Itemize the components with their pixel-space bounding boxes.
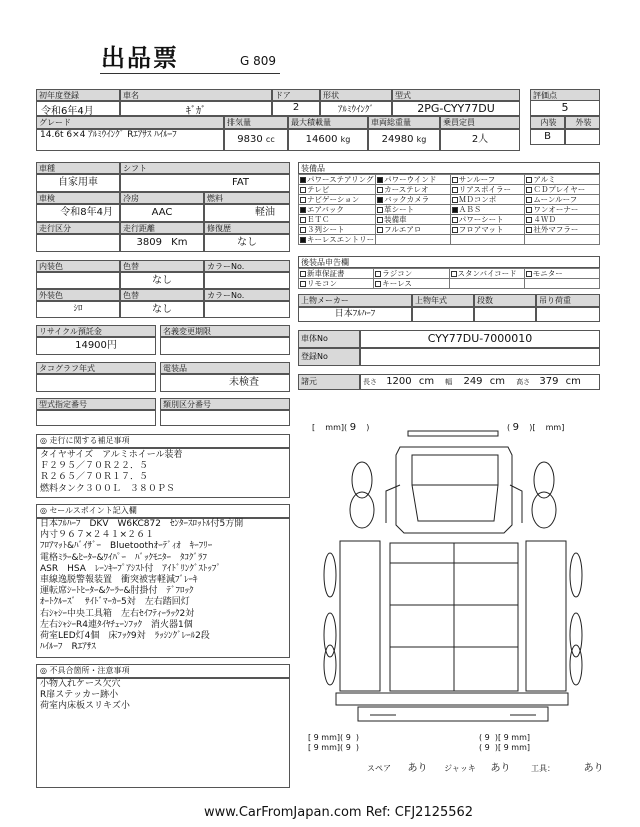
- mileage-box: [120, 234, 204, 252]
- equipment-row: [299, 235, 600, 245]
- equipment-item: [376, 175, 451, 185]
- page-title: 出品票: [101, 44, 179, 72]
- equipment-row: [299, 205, 600, 215]
- supplement-line: タイヤサイズ アルミホイール装着: [40, 450, 183, 460]
- aftermarket-item: [374, 269, 449, 279]
- sales-line: ｵｰﾄｸﾙｰｽﾞ ｻｲﾄﾞﾏｰｶｰ5対 左右踏回灯: [40, 597, 190, 608]
- equipment-table: [298, 174, 600, 245]
- checkbox-empty-icon: [526, 217, 532, 223]
- int-color-value: [36, 272, 120, 289]
- checkbox-empty-icon: [452, 197, 458, 203]
- dims-box: [360, 374, 600, 390]
- equipment-item-label: エアバック: [307, 205, 344, 214]
- equipment-row: [299, 185, 600, 195]
- model-label: 車名: [120, 89, 272, 101]
- shift-label: シフト: [120, 162, 290, 174]
- electrical-label: 電装品: [160, 362, 290, 374]
- checkbox-checked-icon: [300, 177, 306, 183]
- int-change-value: なし: [120, 272, 204, 289]
- equipment-item-label: ナビゲーション: [307, 195, 360, 204]
- equipment-item-label: ワンオーナー: [533, 205, 579, 214]
- checkbox-empty-icon: [526, 227, 532, 233]
- mileage-label: 走行距離: [120, 222, 204, 234]
- defect-line: 荷室内床板スリキズ小: [40, 701, 130, 712]
- aftermarket-item-label: 新車保証書: [307, 269, 345, 278]
- tacho-label: タコグラフ年式: [36, 362, 156, 374]
- gross-unit: kg: [416, 135, 427, 144]
- checkbox-checked-icon: [377, 197, 383, 203]
- checkbox-empty-icon: [377, 227, 383, 233]
- electrical-value: 未検査: [160, 374, 290, 392]
- sales-line: 日本ﾌﾙﾊｰﾌ DKV W6KC872 ｾﾝﾀｰｽﾛｯﾄﾙ付5方開: [40, 519, 244, 529]
- type-no-value: [36, 410, 156, 426]
- checkbox-empty-icon: [452, 227, 458, 233]
- int-color-label: 内装色: [36, 260, 120, 272]
- equipment-item: [299, 205, 376, 215]
- ext-change-label: 色替: [120, 289, 204, 301]
- int-no-value: [204, 272, 290, 289]
- aftermarket-item: [374, 279, 449, 289]
- body-year-value: [412, 307, 474, 322]
- ext-color-label: 外装色: [36, 289, 120, 301]
- type-label: 型式: [392, 89, 520, 101]
- aftermarket-item: [524, 269, 599, 279]
- recycle-label: リサイクル預託金: [36, 325, 156, 337]
- equipment-item: [299, 195, 376, 205]
- checkbox-empty-icon: [377, 217, 383, 223]
- checkbox-empty-icon: [526, 187, 532, 193]
- checkbox-empty-icon: [300, 197, 306, 203]
- body-year-label: 上物年式: [412, 294, 474, 307]
- tread-bottom: [308, 733, 530, 753]
- maker-label: 上物メーカー: [298, 294, 412, 307]
- aftermarket-title: 後装品申告欄: [298, 256, 600, 268]
- equipment-item: [525, 175, 600, 185]
- tread-reading: 9: [313, 743, 319, 752]
- equipment-item: [376, 185, 451, 195]
- equipment-item: [525, 215, 600, 225]
- spare-value: あり: [407, 763, 428, 774]
- equipment-item-label: パワーステアリング: [307, 175, 374, 184]
- sales-line: ﾌﾛｱﾏｯﾄ&ﾊﾞｲｻﾞｰ Bluetoothｵｰﾃﾞｨｵ ｷｰﾌﾘｰ: [40, 541, 213, 552]
- tread-reading: 9: [484, 743, 490, 752]
- capacity-label: 乗員定員: [440, 116, 520, 129]
- sales-line: 左右ｼｬｼｰR4連ﾀｲﾔﾁｪｰﾝﾌｯｸ 消火器1個: [40, 619, 193, 630]
- checkbox-empty-icon: [452, 217, 458, 223]
- inspection-label: 車検: [36, 192, 120, 204]
- footer-ref: www.CarFromJapan.com Ref: CFJ2125562: [204, 805, 474, 820]
- equipment-item-label: サンルーフ: [458, 175, 496, 184]
- equipment-item-label: ＭＤコンポ: [458, 195, 497, 204]
- chassis-value: CYY77DU-7000010: [360, 330, 600, 348]
- jack-label: ジャッキ: [444, 764, 476, 773]
- height-label: 高さ: [516, 378, 531, 386]
- tread-reading: 9: [345, 743, 351, 752]
- aftermarket-item-label: リモコン: [307, 279, 337, 288]
- tread-reading: 9: [503, 743, 509, 752]
- equipment-item-label: フルエアロ: [384, 225, 422, 234]
- equipment-item: [525, 185, 600, 195]
- title-underline: [100, 73, 280, 74]
- aftermarket-item-label: ラジコン: [382, 269, 413, 278]
- aftermarket-item: [299, 269, 374, 279]
- int-no-label: カラーNo.: [204, 260, 290, 272]
- equipment-item: [299, 225, 376, 235]
- sales-line: 内寸９６７×２４１×２６１: [40, 530, 155, 541]
- mileage-type-label: 走行区分: [36, 222, 120, 234]
- checkbox-empty-icon: [300, 227, 306, 233]
- equipment-item-label: フロアマット: [458, 225, 504, 234]
- equipment-item-label: テレビ: [307, 185, 330, 194]
- checkbox-empty-icon: [451, 271, 457, 277]
- supplement-line: Ｆ２９５／７０Ｒ２２．５: [40, 461, 149, 472]
- equipment-item: [299, 235, 376, 245]
- equipment-item-label: リアスポイラー: [458, 185, 511, 194]
- tread-bottom-row: [ 9 mm]( 9 ) ( 9 )[ 9 mm]: [308, 733, 530, 742]
- ac-label: 冷房: [120, 192, 204, 204]
- checkbox-checked-icon: [452, 207, 458, 213]
- reg-value: [360, 348, 600, 366]
- checkbox-empty-icon: [377, 207, 383, 213]
- tread-reading: 9: [503, 733, 509, 742]
- checkbox-empty-icon: [526, 271, 532, 277]
- equipment-item: [299, 175, 376, 185]
- sales-line: 運転席ｼｰﾄﾋｰﾀｰ&ｸｰﾗｰ&肘掛付 ﾃﾞﾌﾛｯｸ: [40, 586, 194, 597]
- equipment-item-label: パワーシート: [458, 215, 504, 224]
- equipment-item-label: 装備車: [384, 215, 407, 224]
- checkbox-empty-icon: [377, 187, 383, 193]
- mileage-value: 3809: [136, 237, 162, 248]
- gross-value: 24980: [381, 134, 414, 145]
- type-no-label: 型式指定番号: [36, 398, 156, 410]
- model-value: ｷﾞｶﾞ: [120, 101, 272, 116]
- capacity-value: 2人: [440, 129, 520, 151]
- defects-title: 不具合箇所・注意事項: [49, 666, 130, 675]
- equipment-item: [376, 215, 451, 225]
- length-value: 1200: [386, 376, 412, 387]
- fuel-label: 燃料: [204, 192, 290, 204]
- checkbox-empty-icon: [452, 187, 458, 193]
- checkbox-empty-icon: [452, 177, 458, 183]
- equipment-item-label: ＥＴＣ: [307, 215, 330, 224]
- checkbox-empty-icon: [300, 217, 306, 223]
- equipment-item-label: パワーウインド: [384, 175, 437, 184]
- equipment-item: [299, 185, 376, 195]
- sales-header: [36, 504, 290, 518]
- inspection-value: 令和8年4月: [36, 204, 120, 222]
- tread-top-left: [ mm]( 9 ): [312, 422, 370, 433]
- checkbox-empty-icon: [526, 177, 532, 183]
- sales-line: 電格ﾐﾗｰ&ﾋｰﾀｰ&ﾜｲﾊﾟｰ ﾊﾞｯｸﾓﾆﾀｰ ﾀｺｸﾞﾗﾌ: [40, 552, 208, 563]
- width-label: 幅: [445, 378, 453, 386]
- dims-label: 諸元: [298, 374, 360, 390]
- supplement-marker-icon: ◎: [40, 436, 47, 445]
- equipment-item: [525, 195, 600, 205]
- tools-value: あり: [583, 763, 604, 774]
- door-label: ドア: [272, 89, 320, 101]
- exterior-value: [565, 129, 600, 145]
- repair-value: なし: [204, 234, 290, 252]
- equipment-item: [525, 205, 600, 215]
- class-no-label: 類別区分番号: [160, 398, 290, 410]
- equipment-item: [376, 195, 451, 205]
- equipment-title: 装備品: [298, 162, 600, 174]
- equipment-item: [450, 205, 525, 215]
- sales-line: ASR HSA ﾚｰﾝｷｰﾌﾟｱｼｽﾄ付 ｱｲﾄﾞﾘﾝｸﾞｽﾄｯﾌﾟ: [40, 563, 221, 574]
- ext-no-value: [204, 301, 290, 318]
- reg-label: 登録No: [298, 348, 360, 366]
- repair-label: 修復歴: [204, 222, 290, 234]
- score-value: 5: [530, 100, 600, 116]
- width-value: 249: [463, 376, 483, 387]
- disp-box: [224, 129, 288, 151]
- equipment-item: [299, 215, 376, 225]
- mileage-type-value: [36, 234, 120, 252]
- equipment-item-label: アルミ: [533, 175, 556, 184]
- aftermarket-table: [298, 268, 600, 289]
- int-change-label: 色替: [120, 260, 204, 272]
- usage-value: 自家用車: [36, 174, 120, 192]
- first-reg-value: 令和6年4月: [36, 101, 120, 116]
- sales-line: ﾊｲﾙｰﾌ Rｴｱｻｽ: [40, 642, 96, 653]
- maker-value: 日本ﾌﾙﾊｰﾌ: [298, 307, 412, 322]
- equipment-row: [299, 195, 600, 205]
- aftermarket-item-label: スタンバイコード: [457, 269, 517, 278]
- equipment-item-label: ムーンルーフ: [533, 195, 578, 204]
- class-no-value: [160, 410, 290, 426]
- sales-line: 荷室LED灯4個 床ﾌｯｸ9対 ﾗｯｼﾝｸﾞﾚｰﾙ2段: [40, 631, 210, 642]
- equipment-item: [525, 225, 600, 235]
- checkbox-empty-icon: [300, 187, 306, 193]
- checkbox-checked-icon: [300, 237, 306, 243]
- chassis-label: 車体No: [298, 330, 360, 348]
- first-reg-label: 初年度登録: [36, 89, 120, 101]
- sales-title: セールスポイント記入欄: [49, 506, 137, 515]
- equipment-row: [299, 225, 600, 235]
- equipment-item: [525, 235, 600, 245]
- crane-label: 吊り荷重: [536, 294, 600, 307]
- disp-value: 9830: [237, 134, 263, 145]
- checkbox-empty-icon: [526, 197, 532, 203]
- maxload-unit: kg: [340, 135, 351, 144]
- crane-value: [536, 307, 600, 322]
- name-change-label: 名義変更期限: [160, 325, 290, 337]
- aftermarket-item: [299, 279, 374, 289]
- checkbox-checked-icon: [377, 177, 383, 183]
- tread-reading: 9: [484, 733, 490, 742]
- aftermarket-item-label: キーレス: [382, 279, 412, 288]
- grade-label: グレード: [36, 116, 224, 129]
- supplement-box: [36, 448, 290, 498]
- checkbox-empty-icon: [526, 207, 532, 213]
- ext-no-label: カラーNo.: [204, 289, 290, 301]
- sales-marker-icon: ◎: [40, 506, 47, 515]
- tread-bottom-row: [ 9 mm]( 9 ) ( 9 )[ 9 mm]: [308, 743, 530, 752]
- length-unit: cm: [418, 376, 435, 387]
- equipment-item-label: バックカメラ: [384, 195, 430, 204]
- aftermarket-item-label: モニター: [532, 269, 563, 278]
- equipment-item: [450, 235, 525, 245]
- disp-unit: cc: [265, 135, 275, 144]
- grade-value: 14.6t 6×4 ｱﾙﾐｳｲﾝｸﾞ Rｴｱｻｽ ﾊｲﾙｰﾌ: [36, 129, 224, 151]
- type-value: 2PG-CYY77DU: [392, 101, 520, 116]
- gross-box: [368, 129, 440, 151]
- maxload-value: 14600: [305, 134, 338, 145]
- lot-number: G 809: [240, 54, 277, 68]
- equipment-item-label: キーレスエントリー: [307, 235, 375, 244]
- body-label: 形状: [320, 89, 392, 101]
- tread-reading: 9: [345, 733, 351, 742]
- equipment-item-label: ＣＤプレイヤー: [533, 185, 586, 194]
- equipment-item: [450, 225, 525, 235]
- interior-label: 内装: [530, 116, 565, 129]
- supplement-header: [36, 434, 290, 448]
- width-unit: cm: [489, 376, 505, 387]
- defects-marker-icon: ◎: [40, 666, 47, 675]
- ext-color-value: ｼﾛ: [36, 301, 120, 318]
- shift-value: FAT: [120, 174, 290, 192]
- equipment-item-label: 革シート: [384, 205, 415, 214]
- equipment-item: [450, 175, 525, 185]
- equipment-item: [450, 195, 525, 205]
- checkbox-empty-icon: [300, 281, 306, 287]
- tools-label: 工具：: [531, 764, 556, 773]
- aftermarket-row: [299, 269, 600, 279]
- door-value: 2: [272, 101, 320, 116]
- fuel-value: 軽油: [204, 204, 290, 222]
- aftermarket-item: [449, 279, 524, 289]
- equipment-item: [376, 225, 451, 235]
- defect-line: R扉ステッカー跡小: [40, 690, 119, 701]
- aftermarket-item: [449, 269, 524, 279]
- height-unit: cm: [565, 376, 581, 387]
- checkbox-empty-icon: [375, 271, 381, 277]
- length-label: 長さ: [363, 378, 377, 386]
- supplement-line: Ｒ２６５／７０Ｒ１７．５: [40, 472, 149, 483]
- ac-value: AAC: [120, 204, 204, 222]
- recycle-value: 14900円: [36, 337, 156, 355]
- equipment-item-label: カーステレオ: [384, 185, 429, 194]
- tacho-value: [36, 374, 156, 392]
- sales-box: [36, 518, 290, 658]
- defects-box: [36, 678, 290, 788]
- equipment-item-label: 社外マフラー: [533, 225, 579, 234]
- exterior-label: 外装: [565, 116, 600, 129]
- checkbox-empty-icon: [300, 271, 306, 277]
- checkbox-checked-icon: [300, 207, 306, 213]
- ext-change-value: なし: [120, 301, 204, 318]
- checkbox-empty-icon: [375, 281, 381, 287]
- equipment-row: [299, 215, 600, 225]
- spare-label: スペア: [367, 764, 391, 773]
- usage-label: 車種: [36, 162, 120, 174]
- mileage-unit: Km: [171, 237, 188, 248]
- spare-row: [367, 759, 604, 774]
- steps-value: [474, 307, 536, 322]
- score-label: 評価点: [530, 89, 600, 101]
- body-value: ｱﾙﾐｳｲﾝｸﾞ: [320, 101, 392, 116]
- steps-label: 段数: [474, 294, 536, 307]
- sales-line: 車線逸脱警報装置 衝突被害軽減ﾌﾞﾚｰｷ: [40, 575, 198, 586]
- aftermarket-row: [299, 279, 600, 289]
- defect-line: 小物入れケース欠穴: [40, 679, 121, 689]
- name-change-value: [160, 337, 290, 355]
- truck-diagram: [300, 425, 600, 735]
- defects-header: [36, 664, 290, 678]
- supplement-title: 走行に関する補足事項: [49, 436, 130, 445]
- equipment-item: [450, 215, 525, 225]
- equipment-item: [450, 185, 525, 195]
- maxload-label: 最大積載量: [288, 116, 368, 129]
- equipment-item: [376, 235, 451, 245]
- sales-line: 右ｼｬｼｰ中央工具箱 左右ｾｲﾌﾃｨｰﾗｯｸ2対: [40, 608, 195, 619]
- equipment-item-label: ４ＷＤ: [533, 215, 556, 224]
- equipment-item-label: ＡＢＳ: [458, 205, 482, 214]
- disp-label: 排気量: [224, 116, 288, 129]
- gross-label: 車両総重量: [368, 116, 440, 129]
- height-value: 379: [539, 376, 559, 387]
- interior-value: B: [530, 129, 565, 145]
- equipment-item-label: ３列シート: [307, 225, 345, 234]
- tread-reading: 9: [313, 733, 319, 742]
- tread-top-right: ( 9 )[ mm]: [507, 422, 565, 433]
- equipment-row: [299, 175, 600, 185]
- equipment-item: [376, 205, 451, 215]
- supplement-line: 燃料タンク３００Ｌ ３８０ＰＳ: [40, 483, 175, 494]
- aftermarket-item: [524, 279, 599, 289]
- jack-value: あり: [490, 763, 511, 774]
- maxload-box: [288, 129, 368, 151]
